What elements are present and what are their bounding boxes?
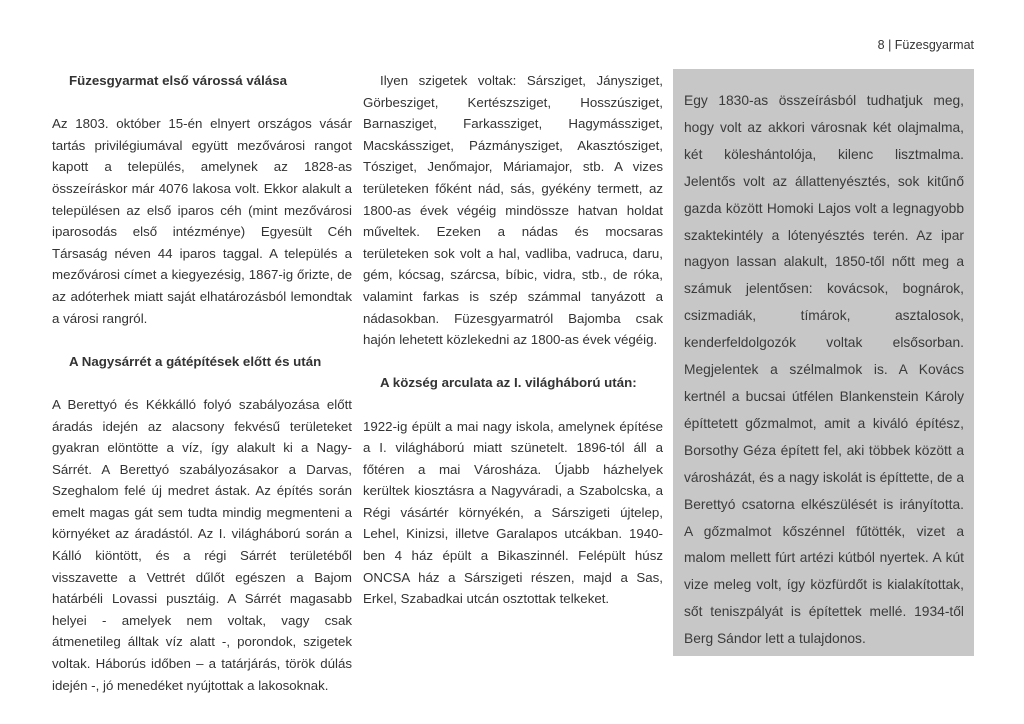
sidebar-info-box [673, 69, 974, 656]
paragraph-town-status: Az 1803. október 15-én elnyert országos vásár tartás privilégiumával együtt mezővárosi rangot kapott a település, amelynek az 1828-as összeíráskor már 4076 lakosa volt. Ekkor alakult a településen az első iparos céh (mint mezővárosi iparosodás első intézménye) Egyesült Céh Társaság néven 44 iparos taggal. A település a mezővárosi címet a kiegyezésig, 1867-ig őrizte, de az adóterhek miatt saját elhatározásból lemondtak a városi rangról. [52, 116, 352, 326]
paragraph-nagysarret: A Berettyó és Kékkálló folyó szabályozása előtt áradás idején az alacsony fekvésű területeket gyakran elöntötte a víz, így alakult ki a Nagy-Sárrét. A Berettyó szabályozásakor a Darvas, Szeghalom felé új medret ástak. Az építés során emelt magas gát sem tudta mindig megmenteni a környéket az áradástól. Az I. világháború során a Kálló kiöntött, és a régi Sárrét területéből visszavette a Vettrét dűlőt egészen a Bajom határbéli Lovassi pusztáig. A Sárrét magasabb helyei - amelyek nem voltak, vagy csak átmenetileg álltak víz alatt -, porondok, szigetek voltak. Háborús időben – a tatárjárás, török dúlás idején -, jó menedéket nyújtottak a lakosoknak. [52, 396, 352, 693]
middle-column [363, 70, 663, 610]
paragraph-village-after-ww1: 1922-ig épült a mai nagy iskola, amelynek építése a I. világháború miatt szünetelt. 1896-tól áll a főtéren a mai Városháza. Újabb házhelyek kerültek kiosztásra a Nagyváradi, a Szabolcska, a Régi vásártér környékén, a Sárszigeti újtelep, Lehel, Kinizsi, illetve Garalapos utcákban. 1940-ben 4 ház épült a Bikaszinnél. Felépült húsz ONCSA ház a Sárszigeti részen, majd a Sas, Erkel, Szabadkai utcán osztottak telkeket. [363, 418, 663, 607]
section-heading-town-status: Füzesgyarmat első várossá válása [69, 73, 288, 88]
page-number-header: 8 | Füzesgyarmat [877, 38, 974, 52]
sidebar-box-text: Egy 1830-as összeírásból tudhatjuk meg, hogy volt az akkori városnak két olajmalma, két köleshántolója, kilenc lisztmalma. Jelentős volt az állattenyésztés, sok kitűnő gazda között Homoki Lajos volt a legnagyobb szaktekintély a lótenyésztés terén. Az ipar nagyon lassan alakult, 1850-től nőtt meg a számuk jelentősen: kovácsok, bognárok, csizmadiák, tímárok, asztalosok, kenderfeldolgozók voltak elsősorban. Megjelentek a szélmalmok is. A Kovács kertnél a bucsai útfélen Blankenstein Károly építtetett gőzmalmot, amit a kiváló építész, Borsothy Géza épített fel, aki többek között a városházát, és a nagy iskolát is építtette, de a Berettyó csatorna elkészülését is irányította. A gőzmalmot kőszénnel fűtötték, vizet a malom mellett fúrt artézi kútból nyertek. A kút vize meleg volt, így közfürdőt is kialakítottak, sőt teniszpályát is építettek mellé. 1934-től Berg Sándor lett a tulajdonos. [684, 93, 964, 647]
section-heading-nagysarret: A Nagysárrét a gátépítések előtt és után [69, 353, 322, 369]
left-column [52, 70, 352, 696]
section-heading-village-after-ww1: A község arculata az I. világháború után: [380, 375, 637, 391]
paragraph-islands: Ilyen szigetek voltak: Sársziget, Jánysziget, Görbesziget, Kertészsziget, Hosszúsziget, Barnasziget, Farkassziget, Hagymássziget, Macskássziget, Pázmánysziget, Akasztósziget, Tósziget, Jenőmajor, Máriamajor, stb. A vizes területeken főként nád, sás, gyékény termett, az 1800-as évek végéig mindössze hatvan holdat műveltek. Ezeken a nádas és mocsaras területeken sok volt a hal, vadliba, vadruca, daru, gém, kócsag, szárcsa, bíbic, vidra, stb., de róka, valamint farkas is szép számmal tanyázott a nádasokban. Füzesgyarmatról Bajomba csak hajón lehetett közlekedni az 1800-as évek végéig. [363, 73, 663, 348]
